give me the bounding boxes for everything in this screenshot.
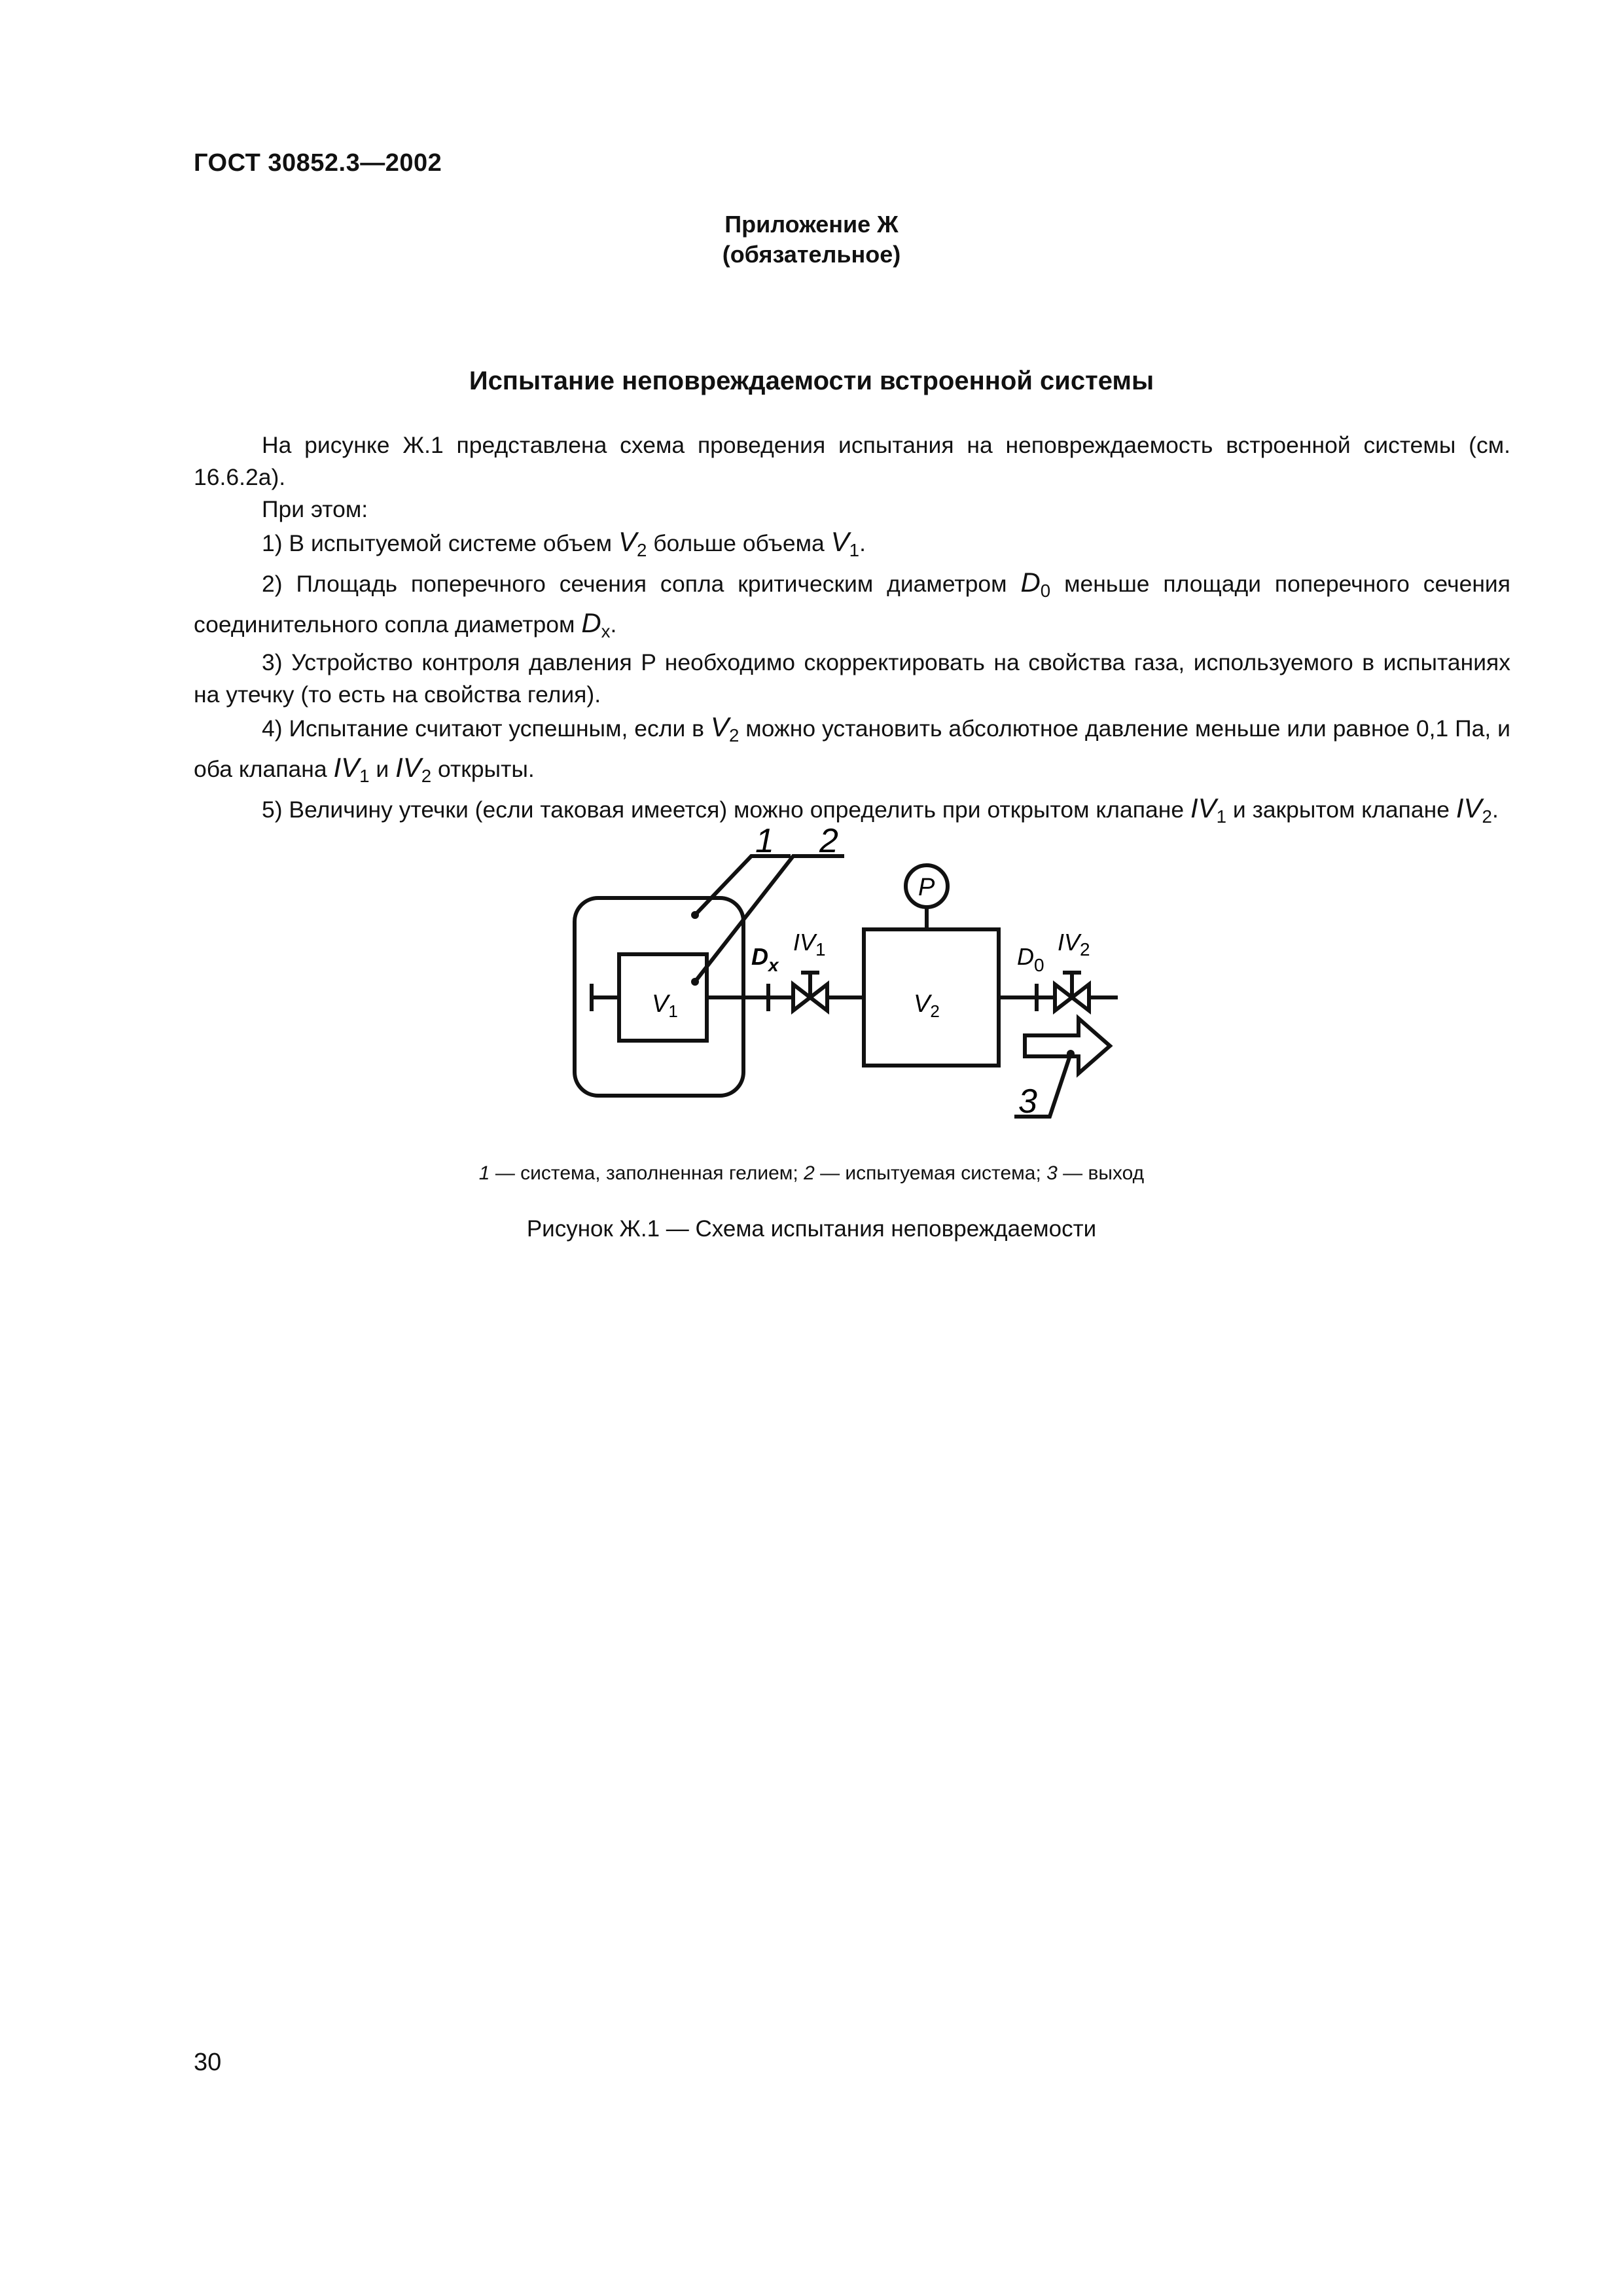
iv1-label: $IV_1$ — [793, 929, 826, 960]
paragraph-item-4: 4) Испытание считают успешным, если в $V_2$ можно установить абсолютное давление меньше или равное 0,1 Па, и оба клапана $IV_1$ и $IV_2$ открыты. — [194, 711, 1511, 786]
d0-label: $D_0$ — [1017, 943, 1044, 975]
v2-label: $V_2$ — [914, 990, 940, 1021]
figure-legend: 1 — система, заполненная гелием; 2 — испытуемая система; 3 — выход — [478, 1162, 1145, 1184]
label-1: 1 — [755, 822, 774, 860]
paragraph-item-3: 3) Устройство контроля давления P необходимо скорректировать на свойства газа, используемого в испытаниях на утечку (то есть на свойства гелия). — [194, 649, 1510, 708]
section-title: Испытание неповреждаемости встроенной системы — [469, 367, 1154, 395]
leader-dot-2 — [691, 978, 699, 986]
page-number: 30 — [194, 2049, 222, 2076]
v2-box — [864, 929, 999, 1066]
paragraph-intro: На рисунке Ж.1 представлена схема проведения испытания на неповреждаемость встроенной системы (см. 16.6.2а). — [194, 432, 1510, 490]
leader-dot-3 — [1067, 1050, 1075, 1058]
figure-caption: Рисунок Ж.1 — Схема испытания неповреждаемости — [526, 1216, 1097, 1242]
paragraph-item-1: 1) В испытуемой системе объем $V_2$ больше объема $V_1$. — [262, 526, 866, 560]
paragraph-conditions: При этом: — [262, 496, 368, 522]
gauge-label: P — [918, 874, 935, 901]
appendix-status: (обязательное) — [722, 241, 901, 268]
leader-line-1 — [695, 856, 791, 915]
dx-label: $D_x$ — [751, 943, 779, 975]
leader-dot-1 — [691, 911, 699, 919]
label-3: 3 — [1018, 1083, 1037, 1121]
document-number: ГОСТ 30852.3—2002 — [194, 149, 442, 177]
iv2-label: $IV_2$ — [1058, 929, 1090, 960]
paragraph-item-5: 5) Величину утечки (если таковая имеется) можно определить при открытом клапане $IV_1$ и закрытом клапане $IV_2$. — [262, 792, 1499, 827]
appendix-title: Приложение Ж — [724, 211, 899, 238]
v1-label: $V_1$ — [652, 990, 678, 1021]
paragraph-item-2: 2) Площадь поперечного сечения сопла критическим диаметром $D_0$ меньше площади поперечного сечения соединительного сопла диаметром $D_x$. — [194, 566, 1510, 641]
label-2: 2 — [819, 822, 838, 860]
